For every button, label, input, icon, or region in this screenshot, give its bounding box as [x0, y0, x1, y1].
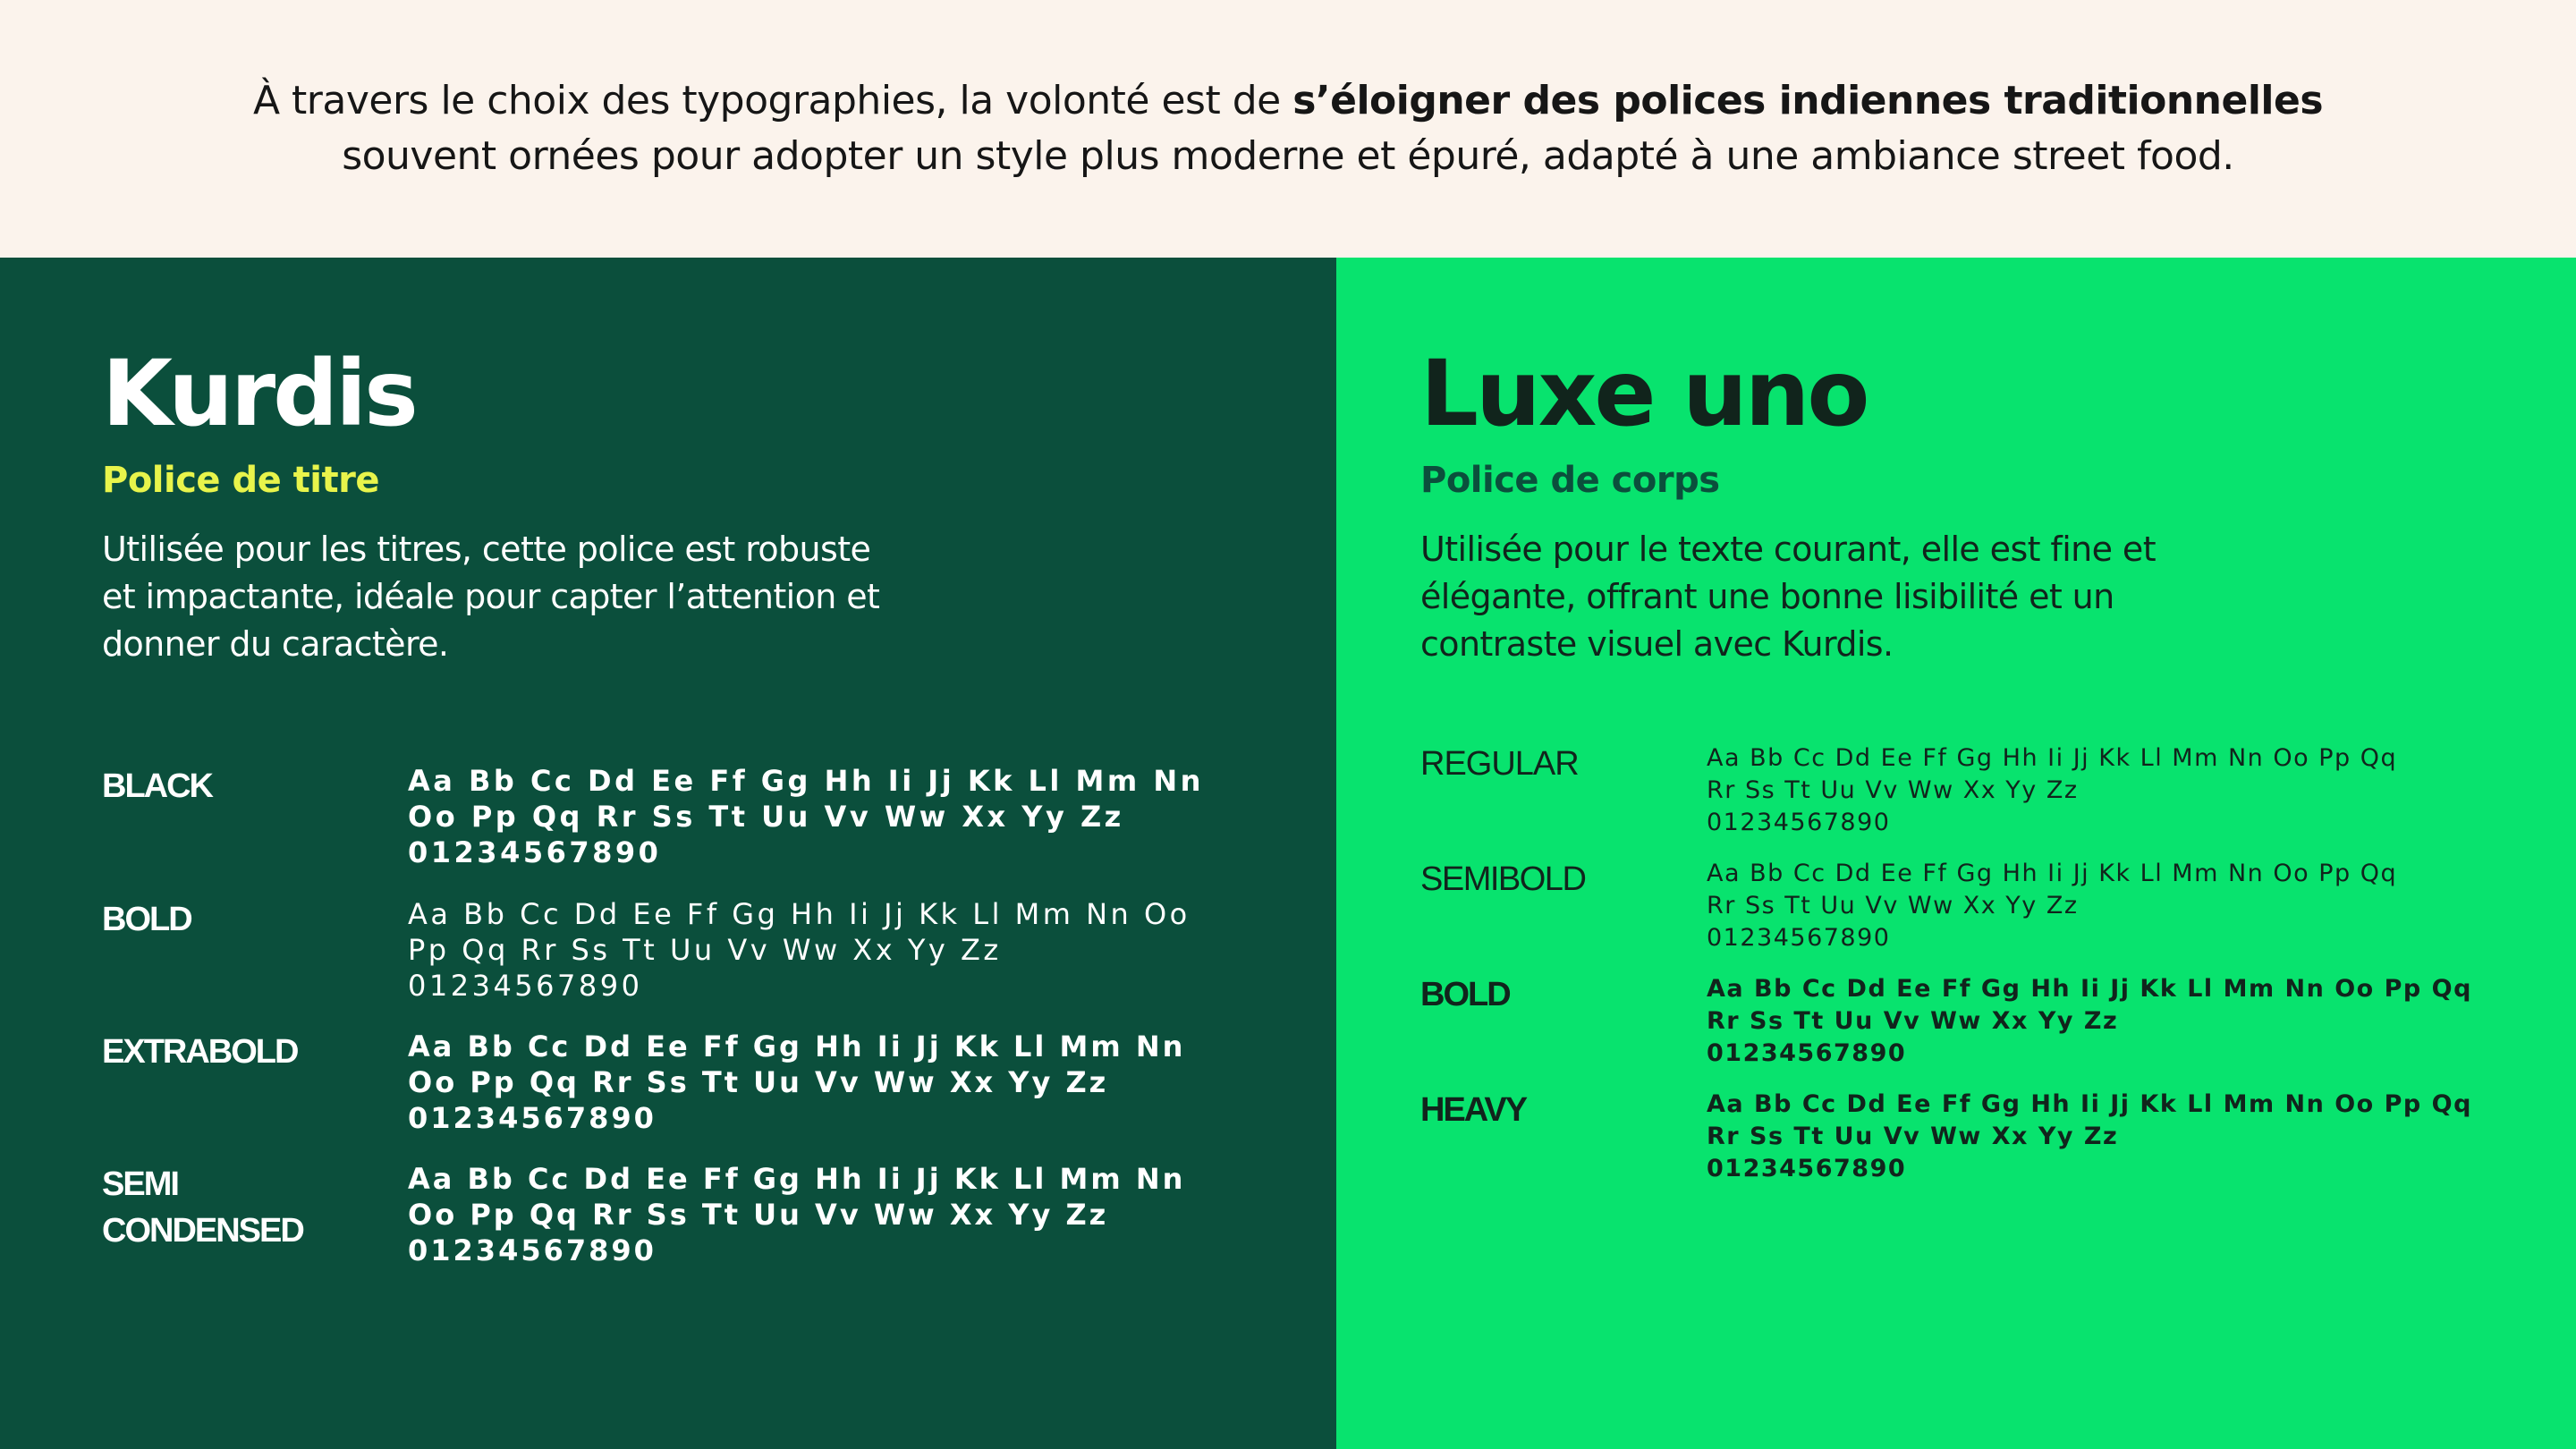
- weight-label: BLACK: [102, 767, 212, 805]
- font-role: Police de titre: [102, 460, 379, 501]
- font-name-title: Kurdis: [102, 341, 416, 447]
- font-name-title: Luxe uno: [1420, 341, 1868, 447]
- weight-row-bold: [102, 896, 1191, 1004]
- weight-specimen: Aa Bb Cc Dd Ee Ff Gg Hh Ii Jj Kk Ll Mm Nn Oo Pp Qq Rr Ss Tt Uu Vv Ww Xx Yy Zz 01234567890: [408, 1030, 1186, 1135]
- intro-line-1: [253, 73, 2323, 129]
- weight-specimen: Aa Bb Cc Dd Ee Ff Gg Hh Ii Jj Kk Ll Mm Nn Oo Pp Qq Rr Ss Tt Uu Vv Ww Xx Yy Zz 01234567890: [1707, 1090, 2472, 1182]
- weight-label: EXTRABOLD: [102, 1033, 298, 1071]
- intro-text-bold: s’éloigner des polices indiennes traditionnelles: [1292, 78, 2324, 123]
- weight-specimen: Aa Bb Cc Dd Ee Ff Gg Hh Ii Jj Kk Ll Mm Nn Oo Pp Qq Rr Ss Tt Uu Vv Ww Xx Yy Zz 01234567890: [1707, 975, 2472, 1067]
- weight-row-semibold: [1420, 858, 2397, 954]
- weight-specimen: Aa Bb Cc Dd Ee Ff Gg Hh Ii Jj Kk Ll Mm Nn Oo Pp Qq Rr Ss Tt Uu Vv Ww Xx Yy Zz 01234567890: [1707, 744, 2398, 836]
- weight-row-semi-condensed: [102, 1161, 1185, 1268]
- weight-specimen: Aa Bb Cc Dd Ee Ff Gg Hh Ii Jj Kk Ll Mm Nn Oo Pp Qq Rr Ss Tt Uu Vv Ww Xx Yy Zz 01234567890: [408, 1162, 1186, 1267]
- weight-label: BOLD: [1420, 976, 1510, 1013]
- weight-row-extrabold: [102, 1029, 1185, 1136]
- font-description: Utilisée pour le texte courant, elle est fine et élégante, offrant une bonne lisibilité et un contraste visuel avec Kurdis.: [1420, 530, 2156, 664]
- weight-row-regular: [1420, 742, 2397, 839]
- luxe-uno-panel: [1336, 258, 2576, 1449]
- font-description: Utilisée pour les titres, cette police est robuste et impactante, idéale pour capter l’attention et donner du caractère.: [102, 530, 880, 664]
- weight-specimen: Aa Bb Cc Dd Ee Ff Gg Hh Ii Jj Kk Ll Mm Nn Oo Pp Qq Rr Ss Tt Uu Vv Ww Xx Yy Zz 01234567890: [1707, 860, 2398, 952]
- weight-label: BOLD: [102, 901, 191, 938]
- weight-label: SEMI CONDENSED: [102, 1165, 303, 1250]
- intro-text-regular: À travers le choix des typographies, la volonté est de: [252, 78, 1293, 123]
- weight-label: HEAVY: [1420, 1091, 1527, 1129]
- weight-specimen: Aa Bb Cc Dd Ee Ff Gg Hh Ii Jj Kk Ll Mm Nn Oo Pp Qq Rr Ss Tt Uu Vv Ww Xx Yy Zz 01234567890: [408, 897, 1191, 1003]
- weight-row-heavy: [1420, 1089, 2472, 1185]
- weight-row-bold: [1420, 973, 2472, 1070]
- weight-specimen: Aa Bb Cc Dd Ee Ff Gg Hh Ii Jj Kk Ll Mm Nn Oo Pp Qq Rr Ss Tt Uu Vv Ww Xx Yy Zz 01234567890: [408, 764, 1204, 869]
- weight-label: SEMIBOLD: [1420, 860, 1586, 898]
- intro-line-2: souvent ornées pour adopter un style plus moderne et épuré, adapté à une ambiance street food.: [342, 133, 2234, 179]
- font-role: Police de corps: [1420, 460, 1720, 501]
- kurdis-panel: [0, 258, 1336, 1449]
- intro-section: [0, 0, 2576, 258]
- weight-label: REGULAR: [1420, 745, 1579, 783]
- weight-row-black: [102, 763, 1204, 870]
